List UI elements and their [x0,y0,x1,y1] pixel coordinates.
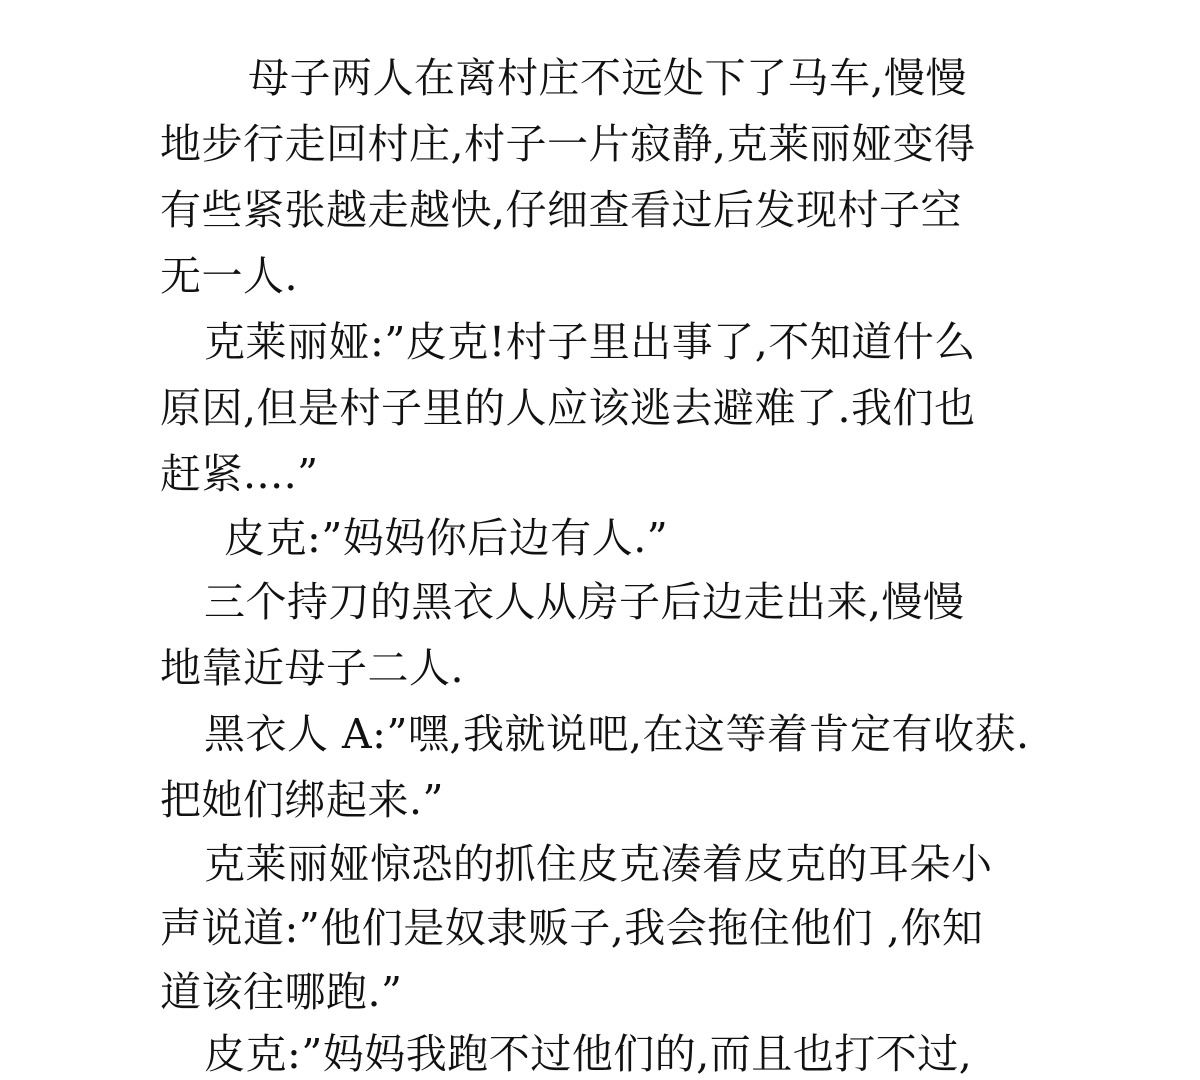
text-line: 皮克:”妈妈你后边有人.” [224,514,669,562]
text-line: 三个持刀的黑衣人从房子后边走出来,慢慢 [204,578,965,626]
text-line: 地靠近母子二人. [160,644,465,692]
text-line: 道该往哪跑.” [160,968,403,1016]
text-line: 克莱丽娅:”皮克!村子里出事了,不知道什么 [204,318,976,366]
text-line: 赶紧....” [160,450,319,498]
text-line: 有些紧张越走越快,仔细查看过后发现村子空 [160,186,963,234]
text-line: 地步行走回村庄,村子一片寂静,克莱丽娅变得 [160,120,976,168]
text-line: 无一人. [160,252,299,300]
text-line: 原因,但是村子里的人应该逃去避难了.我们也 [160,384,976,432]
text-line: 母子两人在离村庄不远处下了马车,慢慢 [248,54,968,102]
text-line: 黑衣人 A:”嘿,我就说吧,在这等着肯定有收获. [204,710,1030,758]
text-line: 把她们绑起来.” [160,776,444,824]
text-line: 声说道:”他们是奴隶贩子,我会拖住他们 ,你知 [160,904,984,952]
text-line: 克莱丽娅惊恐的抓住皮克凑着皮克的耳朵小 [204,840,993,888]
text-line: 皮克:”妈妈我跑不过他们的,而且也打不过, [204,1030,973,1078]
